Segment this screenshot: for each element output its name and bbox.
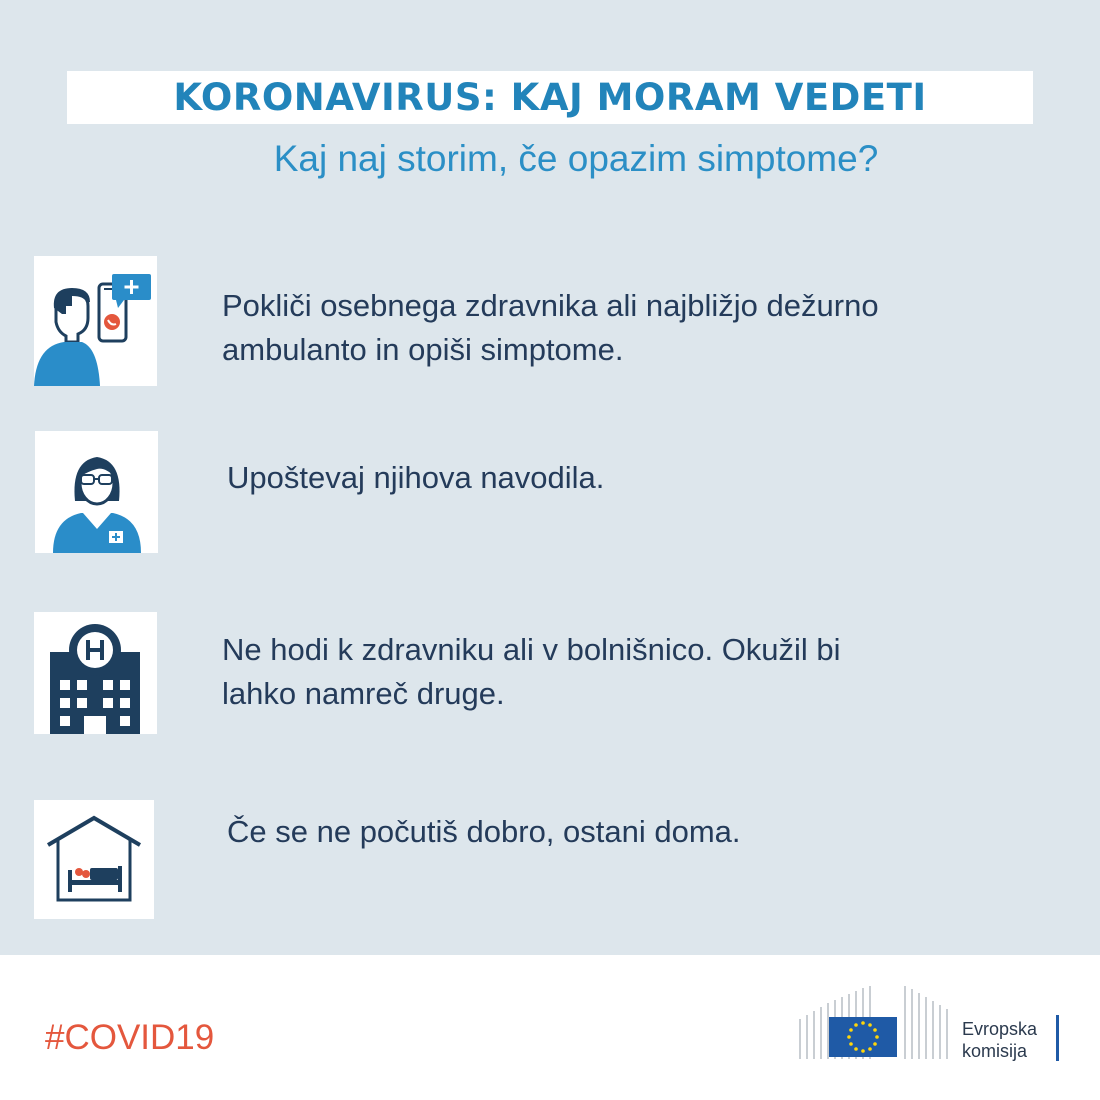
page-title: KORONAVIRUS: KAJ MORAM VEDETI bbox=[173, 76, 927, 119]
covid-hashtag: #COVID19 bbox=[45, 1018, 215, 1057]
logo-divider bbox=[1056, 1015, 1059, 1061]
european-commission-logo bbox=[795, 983, 1070, 1063]
title-bar bbox=[67, 71, 1033, 124]
step-3-line-1: Ne hodi k zdravniku ali v bolnišnico. Okužil bi bbox=[222, 632, 841, 667]
step-1-line-2: ambulanto in opiši simptome. bbox=[222, 332, 624, 367]
page-subtitle: Kaj naj storim, če opazim simptome? bbox=[273, 138, 879, 179]
logo-line-2: komisija bbox=[962, 1041, 1028, 1061]
phone-call-icon bbox=[34, 256, 157, 386]
step-1-line-1: Pokliči osebnega zdravnika ali najbližjo dežurno bbox=[222, 288, 879, 323]
step-3-line-2: lahko namreč druge. bbox=[222, 676, 505, 711]
step-2-line-1: Upoštevaj njihova navodila. bbox=[227, 460, 605, 495]
doctor-icon bbox=[35, 431, 158, 553]
logo-line-1: Evropska bbox=[962, 1019, 1038, 1039]
step-3-text bbox=[222, 628, 1002, 716]
hospital-icon bbox=[34, 612, 157, 734]
logo-text bbox=[962, 1018, 1037, 1062]
home-bed-icon bbox=[34, 800, 154, 919]
step-1-text bbox=[222, 284, 1002, 372]
step-4-line-1: Če se ne počutiš dobro, ostani doma. bbox=[227, 814, 741, 849]
step-4-text bbox=[227, 810, 987, 854]
step-2-text bbox=[227, 456, 987, 500]
